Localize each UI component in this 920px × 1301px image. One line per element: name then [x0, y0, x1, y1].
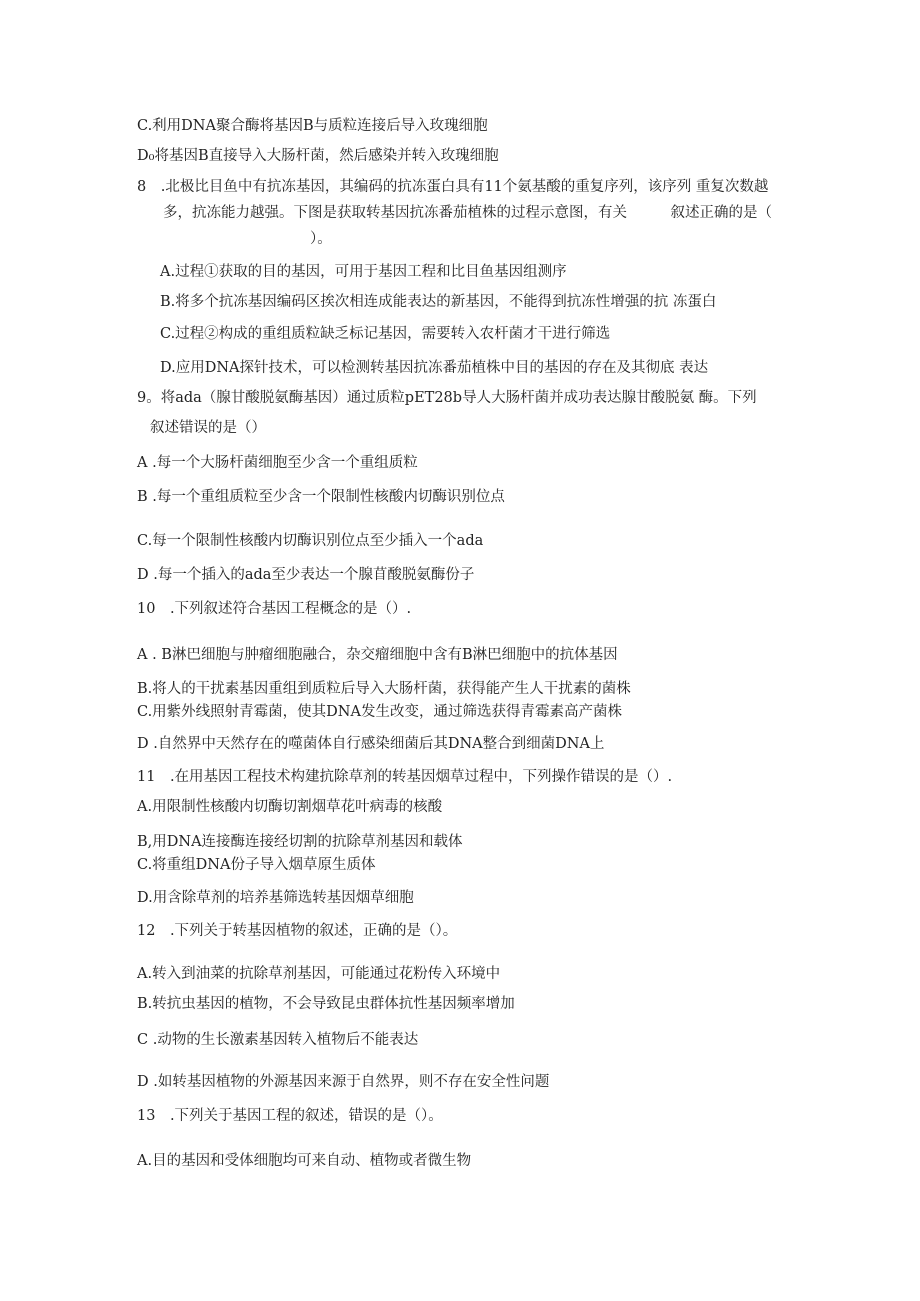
q9-option-a: A .每一个大肠杆菌细胞至少含一个重组质粒	[137, 455, 418, 471]
q11-option-a: A.用限制性核酸内切酶切割烟草花叶病毒的核酸	[137, 799, 443, 815]
q11-option-b: B,用DNA连接酶连接经切割的抗除草剂基因和载体	[137, 834, 463, 850]
q10-option-d: D .自然界中天然存在的噬菌体自行感染细菌后其DNA整合到细菌DNA上	[137, 736, 605, 752]
q11-option-d: D.用含除草剂的培养基筛选转基因烟草细胞	[137, 890, 414, 906]
q8-stem-line-3: ）。	[310, 231, 332, 247]
q10-option-b: B.将人的干扰素基因重组到质粒后导入大肠杆菌，获得能产生人干扰素的菌株	[137, 681, 631, 697]
q9-option-b: B .每一个重组质粒至少含一个限制性核酸内切酶识别位点	[137, 489, 505, 505]
q9-stem-line-2: 叙述错误的是（）	[150, 420, 266, 436]
q12-option-c: C .动物的生长激素基因转入植物后不能表达	[137, 1032, 419, 1048]
q8-stem-line-1: 8 .北极比目鱼中有抗冻基因，其编码的抗冻蛋白具有11个氨基酸的重复序列，该序列 重复次数越	[137, 179, 769, 195]
q9-option-c: C.每一个限制性核酸内切酶识别位点至少插入一个ada	[137, 533, 484, 549]
q10-option-c: C.用紫外线照射青霉菌，使其DNA发生改变，通过筛选获得青霉素高产菌株	[137, 704, 622, 720]
q8-option-c: C.过程②构成的重组质粒缺乏标记基因，需要转入农杆菌才干进行筛选	[160, 326, 611, 342]
q8-option-a: A.过程①获取的目的基因，可用于基因工程和比目鱼基因组测序	[160, 264, 567, 280]
q11-stem: 11 .在用基因工程技术构建抗除草剂的转基因烟草过程中，下列操作错误的是（）.	[137, 769, 673, 785]
q7-option-c: C.利用DNA聚合酶将基因B与质粒连接后导入玫瑰细胞	[137, 118, 488, 134]
q8-stem-line-2: 多，抗冻能力越强。下图是获取转基因抗冻番茄植株的过程示意图，有关 叙述正确的是（	[163, 205, 772, 221]
q12-option-b: B.转抗虫基因的植物，不会导致昆虫群体抗性基因频率增加	[137, 996, 515, 1012]
q7-option-d: D₀将基因B直接导入大肠杆菌，然后感染并转入玫瑰细胞	[137, 148, 499, 164]
q9-stem-line-1: 9。将ada（腺甘酸脱氨酶基因）通过质粒pET28b导人大肠杆菌并成功表达腺甘酸脱氨 酶。下列	[137, 390, 757, 406]
q13-option-a: A.目的基因和受体细胞均可来自动、植物或者微生物	[137, 1153, 472, 1169]
q10-stem: 10 .下列叙述符合基因工程概念的是（）.	[137, 601, 412, 617]
q13-stem: 13 .下列关于基因工程的叙述，错误的是（）。	[137, 1108, 443, 1124]
q12-option-a: A.转入到油菜的抗除草剂基因，可能通过花粉传入环境中	[137, 966, 501, 982]
q9-option-d: D .每一个插入的ada至少表达一个腺苜酸脱氨酶份子	[137, 567, 475, 583]
q11-option-c: C.将重组DNA份子导入烟草原生质体	[137, 857, 376, 873]
q8-option-b: B.将多个抗冻基因编码区挨次相连成能表达的新基因，不能得到抗冻性增强的抗 冻蛋白	[160, 294, 717, 310]
q12-option-d: D .如转基因植物的外源基因来源于自然界，则不存在安全性问题	[137, 1074, 550, 1090]
q10-option-a: A . B淋巴细胞与肿瘤细胞融合，杂交瘤细胞中含有B淋巴细胞中的抗体基因	[137, 647, 618, 663]
q12-stem: 12 .下列关于转基因植物的叙述，正确的是（）。	[137, 923, 458, 939]
q8-option-d: D.应用DNA探针技术，可以检测转基因抗冻番茄植株中目的基因的存在及其彻底 表达	[160, 360, 709, 376]
